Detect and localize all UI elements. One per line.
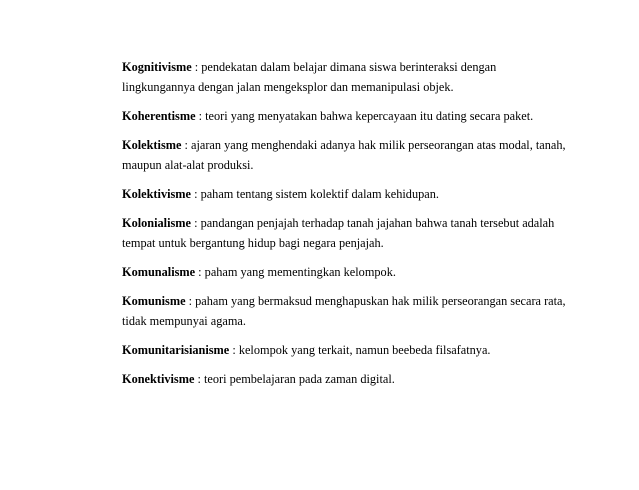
glossary-entry-komunitarisianisme [122, 340, 602, 360]
glossary-term: Kognitivisme [122, 60, 192, 74]
glossary-entry-kolektivisme [122, 184, 602, 204]
glossary-entry-komunalisme [122, 262, 602, 282]
glossary-term: Kolektivisme [122, 187, 191, 201]
glossary-definition: : ajaran yang menghendaki adanya hak milik perseorangan atas modal, tanah, maupun alat-alat produksi. [122, 138, 566, 172]
glossary-entry-kognitivisme [122, 57, 602, 97]
glossary-term: Konektivisme [122, 372, 195, 386]
glossary-definition: : teori yang menyatakan bahwa kepercayaan itu dating secara paket. [195, 109, 534, 123]
glossary-term: Koherentisme [122, 109, 196, 123]
glossary-entry-komunisme [122, 291, 602, 331]
glossary-definition: : paham yang bermaksud menghapuskan hak milik perseorangan secara rata, tidak mempunyai agama. [122, 294, 566, 328]
glossary-definition: : kelompok yang terkait, namun beebeda filsafatnya. [229, 343, 491, 357]
glossary-term: Kolonialisme [122, 216, 192, 230]
glossary-entry-koherentisme [122, 106, 602, 126]
glossary-entry-kolonialisme [122, 213, 602, 253]
glossary-definition: : paham tentang sistem kolektif dalam kehidupan. [191, 187, 439, 201]
glossary-definition: : paham yang mementingkan kelompok. [195, 265, 396, 279]
glossary-term: Kolektisme [122, 138, 182, 152]
glossary-term: Komunitarisianisme [122, 343, 230, 357]
glossary-entry-konektivisme [122, 369, 602, 389]
glossary-definition: : pendekatan dalam belajar dimana siswa berinteraksi dengan lingkungannya dengan jalan mengeksplor dan memanipulasi objek. [122, 60, 497, 94]
glossary-term: Komunalisme [122, 265, 196, 279]
glossary-definition: : pandangan penjajah terhadap tanah jajahan bahwa tanah tersebut adalah tempat untuk bergantung hidup bagi negara penjajah. [122, 216, 555, 250]
glossary-definition: : teori pembelajaran pada zaman digital. [194, 372, 395, 386]
glossary-list [122, 57, 602, 398]
glossary-entry-kolektisme [122, 135, 602, 175]
glossary-term: Komunisme [122, 294, 186, 308]
